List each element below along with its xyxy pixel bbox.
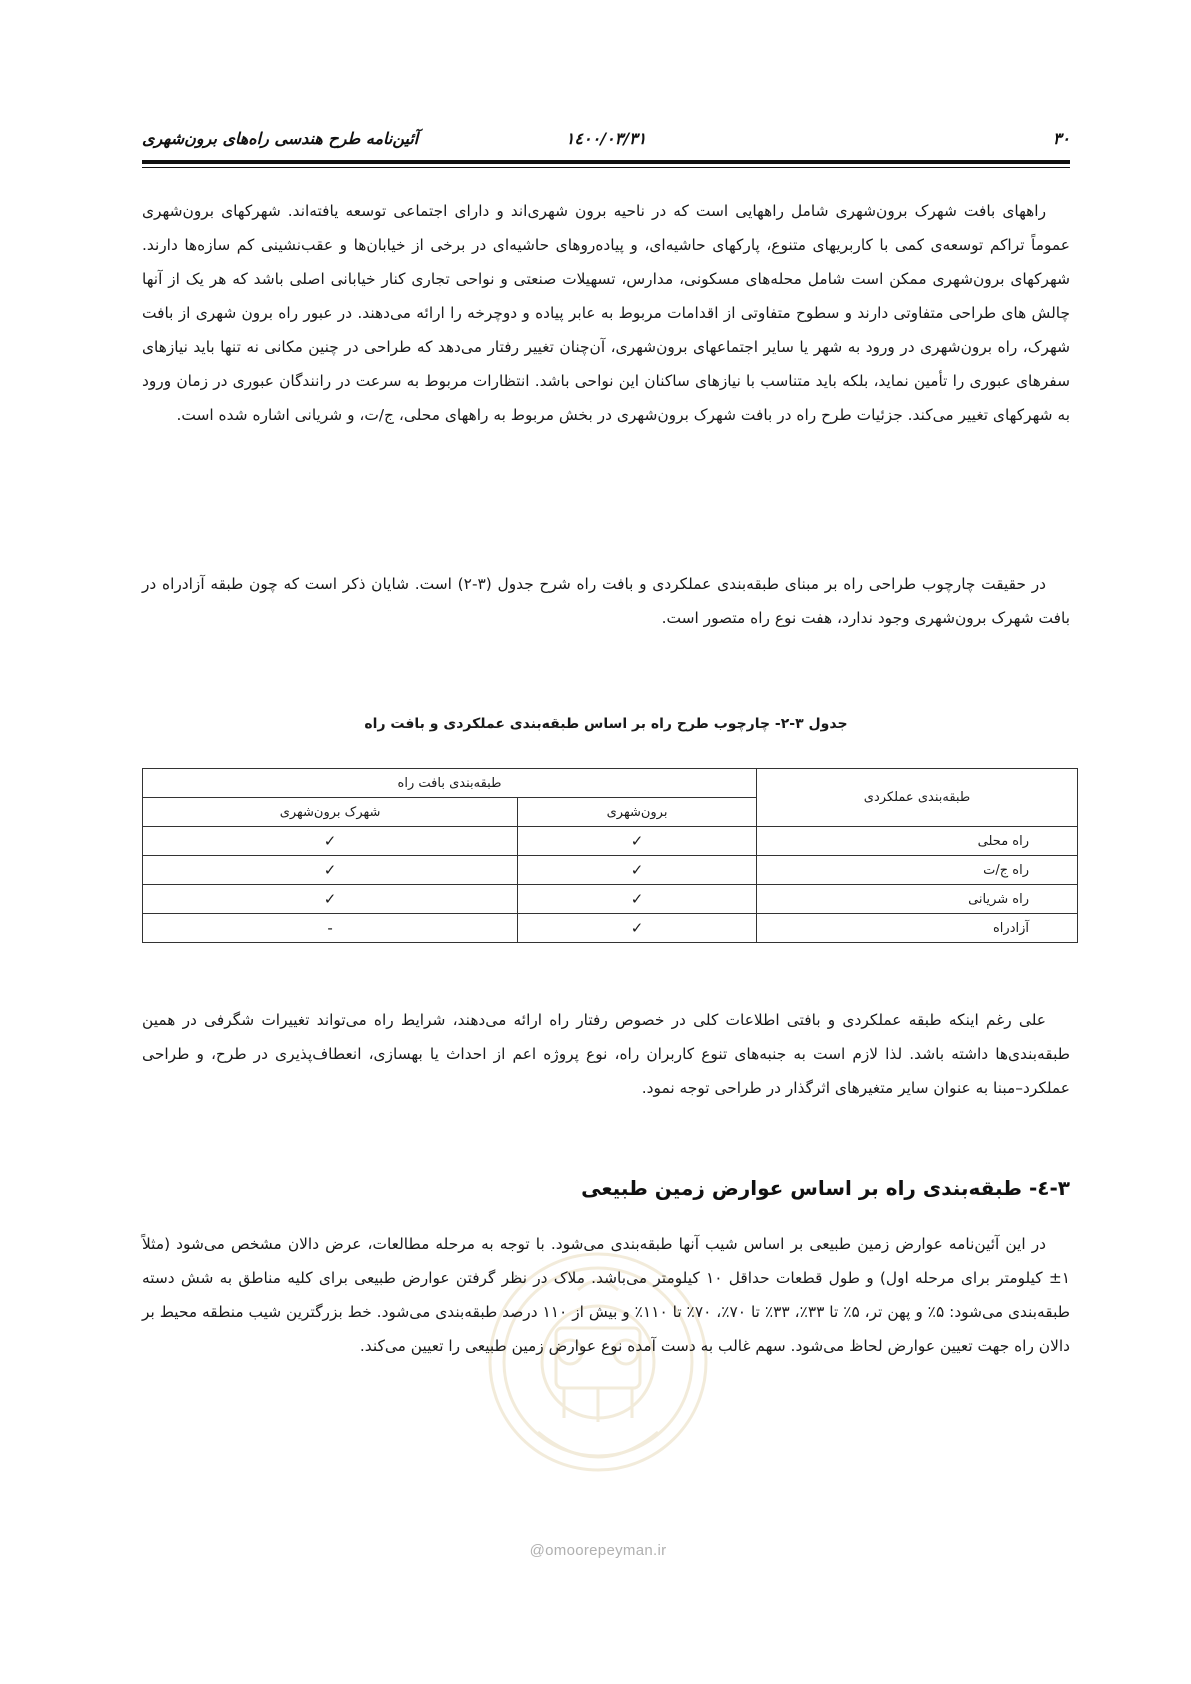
context-class-header: طبقه‌بندی بافت راه <box>143 769 757 798</box>
row-label: آزادراه <box>757 914 1078 943</box>
rural-cell: ✓ <box>518 885 757 914</box>
header-title: آئین‌نامه طرح هندسی راه‌های برون‌شهری <box>142 129 419 148</box>
paragraph-rural-town-roads: راههای بافت شهرک برون‌شهری شامل راههایی است که در ناحیه برون شهری‌اند و دارای اجتماعی توسعه یافته‌اند. شهرکهای برون‌شهری عموماً تراکم توسعه‌ی کمی با کاربریهای متنوع، پارکهای حاشیه‌ای، و پیاده‌روهای حاشیه‌ای در برخی از خیابان‌ها و عقب‌نشینی کم سازه‌ها دارند. شهرکهای برون‌شهری ممکن است شامل محله‌های مسکونی، مدارس، تسهیلات صنعتی و نواحی تجاری کنار خیابانی اصلی باشد که هر یک از آنها چالش های طراحی متفاوتی دارند و سطوح متفاوتی از اقدامات مربوط به عابر پیاده و دوچرخه را ارائه می‌دهند. در عبور راه برون شهری از بافت شهرک، راه برون‌شهری در ورود به شهر یا سایر اجتماعهای برون‌شهری، آن‌چنان تغییر رفتار می‌دهد که طراحی در چنین مکانی نه تنها باید نیازهای سفرهای عبوری را تأمین نماید، بلکه باید متناسب با نیازهای ساکنان این نواحی باشد. انتظارات مربوط به سرعت در رانندگان عبوری در زمان ورود به شهرکهای تغییر می‌کند. جزئیات طرح راه در بافت شهرک برون‌شهری در بخش مربوط به راههای محلی، ج/ت، و شریانی اشاره شده است. <box>142 202 1070 424</box>
table-header-row <box>143 769 1078 798</box>
header-rule-thick <box>142 160 1070 164</box>
functional-class-header: طبقه‌بندی عملکردی <box>757 769 1078 827</box>
rural-town-cell: ✓ <box>143 827 518 856</box>
rural-column-header: برون‌شهری <box>518 798 757 827</box>
table-row <box>143 856 1078 885</box>
paragraph-design-framework: در حقیقت چارچوب طراحی راه بر مبنای طبقه‌بندی عملکردی و بافت راه شرح جدول (۳-۲) است. شایان ذکر است که چون طبقه آزادراه در بافت شهرک برون‌شهری وجود ندارد، هفت نوع راه متصور است. <box>142 575 1070 627</box>
rural-town-cell: - <box>143 914 518 943</box>
running-header <box>142 126 1070 152</box>
rural-cell: ✓ <box>518 914 757 943</box>
row-label: راه ج/ت <box>757 856 1078 885</box>
header-rule-thin <box>142 167 1070 168</box>
table-caption: جدول ۳-۲- چارچوب طرح راه بر اساس طبقه‌بندی عملکردی و بافت راه <box>364 716 848 732</box>
paragraph-classification-notes: علی رغم اینکه طبقه عملکردی و بافتی اطلاعات کلی در خصوص رفتار راه ارائه می‌دهند، شرایط راه می‌تواند تغییرات شگرفی در همین طبقه‌بندی‌ها داشته باشد. لذا لازم است به جنبه‌های تنوع کاربران راه، نوع پروژه اعم از احداث یا بهسازی، انعطاف‌پذیری در طرح، و طراحی عملکرد–مبنا به عنوان سایر متغیرهای اثرگذار در طراحی توجه نمود. <box>142 1011 1070 1097</box>
paragraph-terrain-classification: در این آئین‌نامه عوارض زمین طبیعی بر اساس شیب آنها طبقه‌بندی می‌شود. با توجه به مرحله مطالعات، عرض دالان مشخص می‌شود (مثلاً ۱± کیلومتر برای مرحله اول) و طول قطعات حداقل ۱۰ کیلومتر می‌باشد. ملاک در نظر گرفتن عوارض طبیعی برای کلیه مناطق به شش دسته طبقه‌بندی می‌شود: ۵٪ و پهن تر، ۵٪ تا ۳۳٪، ۳۳٪ تا ۷۰٪، ۷۰٪ تا ۱۱۰٪ و بیش از ۱۱۰ درصد طبقه‌بندی می‌شود. خط بزرگترین شیب منطقه محیط بر دالان راه جهت تعیین عوارض لحاظ می‌شود. سهم غالب به دست آمده نوع عوارض زمین طبیعی را تعیین می‌کند. <box>142 1235 1070 1355</box>
page-number: ۳۰ <box>1052 129 1070 148</box>
design-framework-table <box>142 768 1078 943</box>
rural-cell: ✓ <box>518 856 757 885</box>
rural-town-cell: ✓ <box>143 885 518 914</box>
header-date: ۱٤۰۰/۰۳/۳۱ <box>565 129 647 148</box>
row-label: راه شریانی <box>757 885 1078 914</box>
rural-cell: ✓ <box>518 827 757 856</box>
table-row <box>143 914 1078 943</box>
watermark-site: @omoorepeyman.ir <box>529 1542 667 1559</box>
table-row <box>143 885 1078 914</box>
section-heading: ۳-٤- طبقه‌بندی راه بر اساس عوارض زمین طبیعی <box>581 1176 1070 1200</box>
table-row <box>143 827 1078 856</box>
rural-town-column-header: شهرک برون‌شهری <box>143 798 518 827</box>
rural-town-cell: ✓ <box>143 856 518 885</box>
row-label: راه محلی <box>757 827 1078 856</box>
